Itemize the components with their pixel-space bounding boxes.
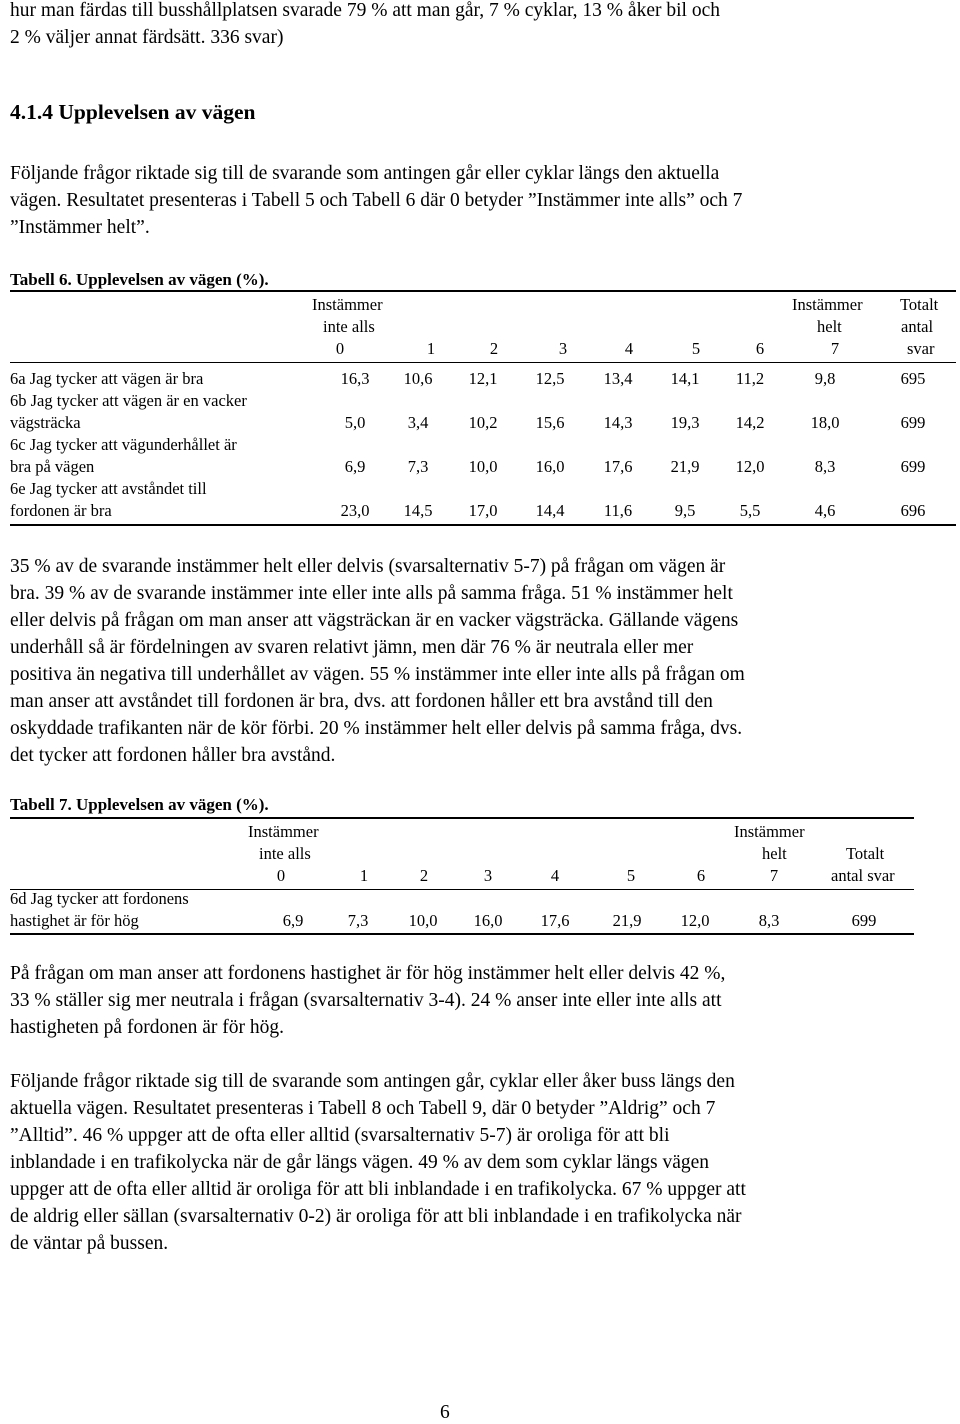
paragraph-1	[10, 160, 910, 241]
paragraph-4	[10, 1068, 910, 1257]
header-scale-end-1: Instämmer	[792, 295, 863, 314]
header-scale-start-2: inte alls	[323, 317, 375, 336]
table-6-caption: Tabell 6. Upplevelsen av vägen (%).	[10, 270, 269, 289]
table-cell: 4,6	[814, 501, 836, 520]
table-cell: 5,5	[739, 501, 761, 520]
text-line: 2 % väljer annat färdsätt. 336 svar)	[10, 27, 284, 48]
scale-label: 6	[696, 866, 706, 885]
table-cell: 7,3	[347, 911, 369, 930]
header-total-1: Totalt	[900, 295, 939, 314]
scale-label: 0	[335, 339, 345, 358]
table-cell: 19,3	[670, 413, 700, 432]
scale-label: 7	[769, 866, 779, 885]
scale-label: 2	[489, 339, 499, 358]
section-heading: 4.1.4 Upplevelsen av vägen	[10, 100, 256, 124]
table-cell: 12,1	[468, 369, 498, 388]
table-bottom-rule	[10, 933, 914, 935]
table-cell: 14,2	[735, 413, 765, 432]
table-cell: 11,6	[603, 501, 633, 520]
table-header-rule	[10, 362, 956, 363]
table-cell: 14,3	[603, 413, 633, 432]
table-cell: 8,3	[758, 911, 780, 930]
table-cell: 10,0	[468, 457, 498, 476]
text-line: man anser att avståndet till fordonen är bra, dvs. att fordonen håller ett bra avstånd till den	[10, 691, 713, 712]
intro-paragraph	[10, 0, 910, 51]
table-total-cell: 696	[900, 501, 926, 520]
table-cell: 15,6	[535, 413, 565, 432]
table-cell: 13,4	[603, 369, 633, 388]
paragraph-3	[10, 960, 910, 1041]
text-line: ”Instämmer helt”.	[10, 217, 150, 238]
scale-label: 2	[419, 866, 429, 885]
scale-label: 5	[691, 339, 701, 358]
table-cell: 9,5	[674, 501, 696, 520]
table-cell: 3,4	[407, 413, 429, 432]
text-line: Följande frågor riktade sig till de svarande som antingen går, cyklar eller åker buss längs den	[10, 1071, 735, 1092]
table-cell: 18,0	[810, 413, 840, 432]
table-cell: 11,2	[735, 369, 765, 388]
table-cell: 12,5	[535, 369, 565, 388]
text-line: bra. 39 % av de svarande instämmer inte eller inte alls på samma fråga. 51 % instämmer helt	[10, 583, 733, 604]
header-total-1: Totalt	[846, 844, 885, 863]
text-line: oskyddade trafikanten när de kör förbi. 20 % instämmer helt eller delvis på samma fråga, dvs.	[10, 718, 743, 739]
row-label: 6c Jag tycker att vägunderhållet är	[10, 435, 237, 454]
text-line: hur man färdas till busshållplatsen svarade 79 % att man går, 7 % cyklar, 13 % åker bil och	[10, 0, 720, 21]
table-cell: 10,2	[468, 413, 498, 432]
scale-label: 0	[276, 866, 286, 885]
row-label: 6d Jag tycker att fordonens	[10, 889, 189, 908]
text-line: positiva än negativa till underhållet av vägen. 55 % instämmer inte eller inte alls på frågan om	[10, 664, 745, 685]
text-line: uppger att de ofta eller alltid är oroliga för att bli inblandade i en trafikolycka. 67 % uppger att	[10, 1179, 746, 1200]
table-cell: 21,9	[612, 911, 642, 930]
text-line: Följande frågor riktade sig till de svarande som antingen går eller cyklar längs den aktuella	[10, 163, 720, 184]
table-total-cell: 699	[900, 457, 926, 476]
table-cell: 14,4	[535, 501, 565, 520]
scale-label: 1	[359, 866, 369, 885]
header-scale-end-2: helt	[817, 317, 842, 336]
header-scale-end-1: Instämmer	[734, 822, 805, 841]
table-cell: 10,0	[408, 911, 438, 930]
text-line: aktuella vägen. Resultatet presenteras i Tabell 8 och Tabell 9, där 0 betyder ”Aldrig” och 7	[10, 1098, 716, 1119]
header-total-2: antal	[901, 317, 934, 336]
table-total-cell: 695	[900, 369, 926, 388]
text-line: inblandade i en trafikolycka när de går längs vägen. 49 % av dem som cyklar längs vägen	[10, 1152, 710, 1173]
table-7-caption: Tabell 7. Upplevelsen av vägen (%).	[10, 795, 269, 814]
text-line: ”Alltid”. 46 % uppger att de ofta eller alltid (svarsalternativ 5-7) är oroliga för att bli	[10, 1125, 670, 1146]
table-cell: 16,3	[340, 369, 370, 388]
row-label: 6e Jag tycker att avståndet till	[10, 479, 207, 498]
row-label: vägsträcka	[10, 413, 81, 432]
text-line: underhåll så är fördelningen av svaren relativt jämn, men där 76 % är neutrala eller mer	[10, 637, 694, 658]
scale-label: 1	[426, 339, 436, 358]
scale-label: 7	[830, 339, 840, 358]
text-line: vägen. Resultatet presenteras i Tabell 5 och Tabell 6 där 0 betyder ”Instämmer inte alls” och 7	[10, 190, 743, 211]
scale-label: 4	[550, 866, 560, 885]
row-label: bra på vägen	[10, 457, 95, 476]
text-line: eller delvis på frågan om man anser att vägsträckan är en vacker vägsträcka. Gällande vägens	[10, 610, 739, 631]
table-6	[10, 290, 956, 530]
row-label: 6a Jag tycker att vägen är bra	[10, 369, 204, 388]
table-cell: 9,8	[814, 369, 836, 388]
table-cell: 14,5	[403, 501, 433, 520]
table-cell: 10,6	[403, 369, 433, 388]
header-scale-start-1: Instämmer	[248, 822, 319, 841]
table-top-rule	[10, 817, 914, 819]
scale-label: 6	[755, 339, 765, 358]
scale-label: 3	[483, 866, 493, 885]
table-cell: 17,6	[540, 911, 570, 930]
table-cell: 21,9	[670, 457, 700, 476]
header-scale-start-1: Instämmer	[312, 295, 383, 314]
table-cell: 14,1	[670, 369, 700, 388]
row-label: hastighet är för hög	[10, 911, 139, 930]
scale-label: 4	[624, 339, 634, 358]
table-bottom-rule	[10, 524, 956, 526]
table-cell: 23,0	[340, 501, 370, 520]
text-line: de väntar på bussen.	[10, 1233, 169, 1254]
table-cell: 5,0	[344, 413, 366, 432]
text-line: hastigheten på fordonen är för hög.	[10, 1017, 284, 1038]
text-line: 35 % av de svarande instämmer helt eller delvis (svarsalternativ 5-7) på frågan om vägen är	[10, 556, 726, 577]
scale-label: 5	[626, 866, 636, 885]
text-line: de aldrig eller sällan (svarsalternativ 0-2) är oroliga för att bli inblandade i en trafikolycka när	[10, 1206, 742, 1227]
table-cell: 12,0	[735, 457, 765, 476]
page-number: 6	[440, 1402, 450, 1423]
row-label: fordonen är bra	[10, 501, 112, 520]
table-cell: 16,0	[535, 457, 565, 476]
table-cell: 6,9	[282, 911, 304, 930]
row-label: 6b Jag tycker att vägen är en vacker	[10, 391, 247, 410]
table-cell: 12,0	[680, 911, 710, 930]
scale-label: 3	[558, 339, 568, 358]
table-cell: 17,0	[468, 501, 498, 520]
header-total-3: svar	[907, 339, 935, 358]
header-scale-start-2: inte alls	[259, 844, 311, 863]
header-total-2: antal svar	[831, 866, 895, 885]
text-line: 33 % ställer sig mer neutrala i frågan (svarsalternativ 3-4). 24 % anser inte eller inte alls att	[10, 990, 722, 1011]
table-total-cell: 699	[851, 911, 877, 930]
table-7	[10, 817, 914, 937]
table-top-rule	[10, 290, 956, 292]
text-line: På frågan om man anser att fordonens hastighet är för hög instämmer helt eller delvis 42 %,	[10, 963, 726, 984]
text-line: det tycker att fordonen håller bra avstånd.	[10, 745, 336, 766]
table-total-cell: 699	[900, 413, 926, 432]
table-cell: 8,3	[814, 457, 836, 476]
table-cell: 7,3	[407, 457, 429, 476]
table-cell: 6,9	[344, 457, 366, 476]
table-cell: 17,6	[603, 457, 633, 476]
header-scale-end-2: helt	[762, 844, 787, 863]
paragraph-2	[10, 553, 910, 769]
table-cell: 16,0	[473, 911, 503, 930]
